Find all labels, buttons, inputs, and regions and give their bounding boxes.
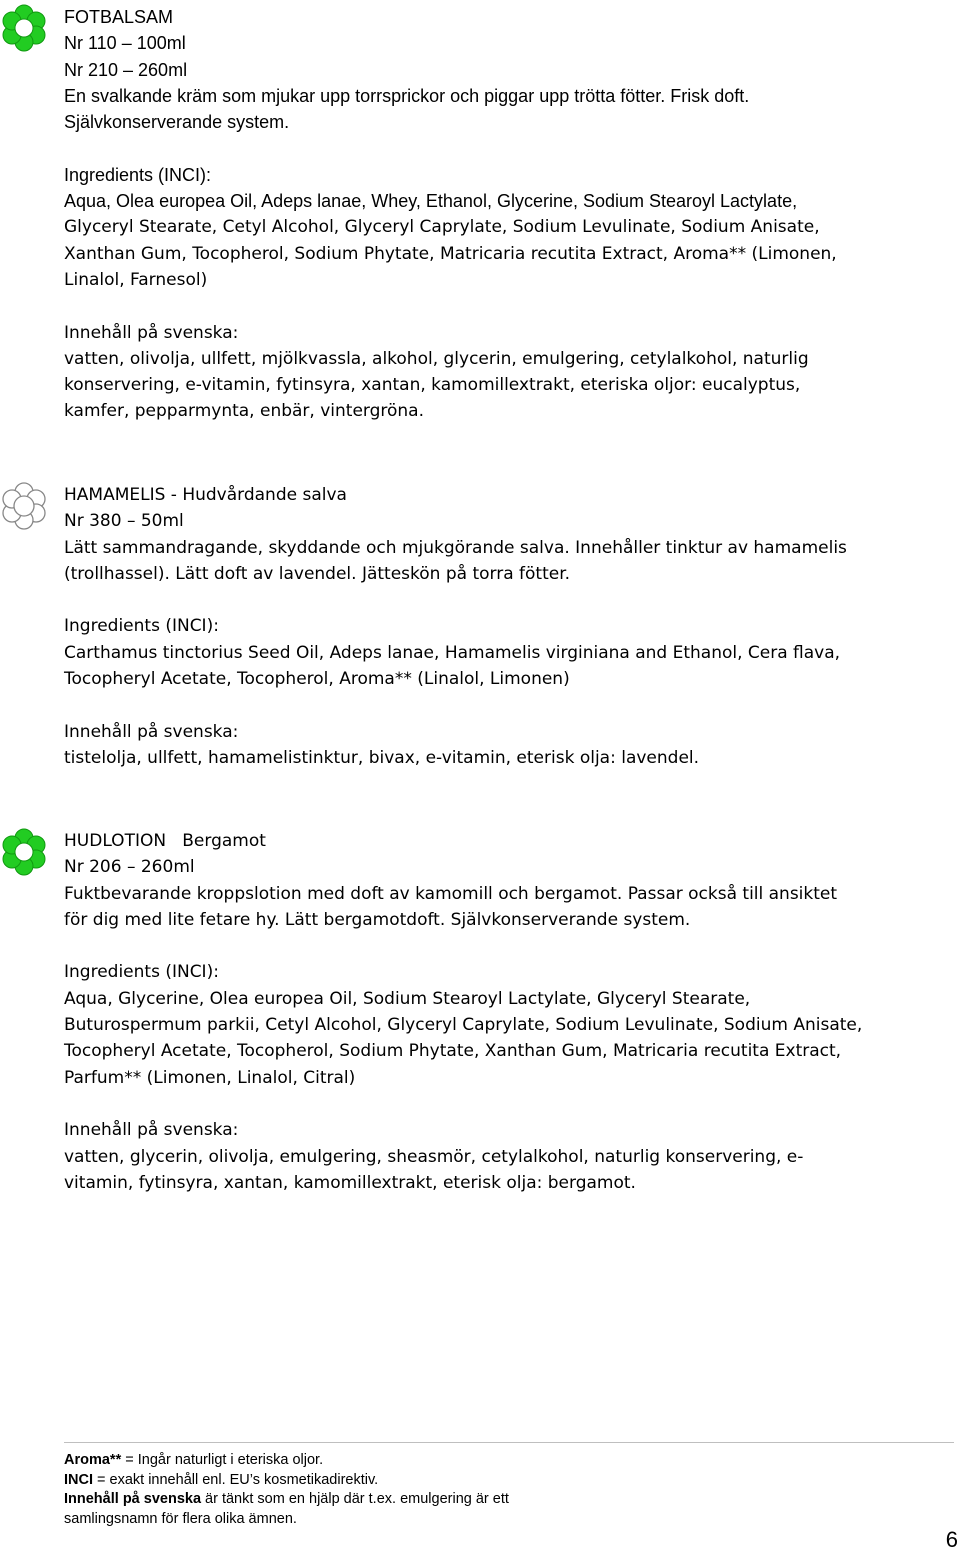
footnote bbox=[64, 1510, 954, 1530]
ingredients-line: Aqua, Olea europea Oil, Adeps lanae, Whey, Ethanol, Glycerine, Sodium Stearoyl Lactylate, bbox=[64, 191, 798, 212]
swedish-label: Innehåll på svenska: bbox=[64, 322, 239, 343]
product-text bbox=[64, 828, 954, 1196]
ingredients-label: Ingredients (INCI): bbox=[64, 164, 212, 185]
ingredients-line: Aqua, Glycerine, Olea europea Oil, Sodium Stearoyl Lactylate, Glyceryl Stearate, bbox=[64, 988, 751, 1009]
ingredients-line: Buturospermum parkii, Cetyl Alcohol, Glyceryl Caprylate, Sodium Levulinate, Sodium Anisate, bbox=[64, 1015, 863, 1036]
ingredients-line: Tocopheryl Acetate, Tocopherol, Sodium Phytate, Xanthan Gum, Matricaria recutita Extract, bbox=[64, 1041, 842, 1062]
ingredients-line: Xanthan Gum, Tocopherol, Sodium Phytate, Matricaria recutita Extract, Aroma** (Limonen, bbox=[64, 243, 837, 264]
product-size: Nr 210 – 260ml bbox=[64, 59, 188, 80]
product-size: Nr 380 – 50ml bbox=[64, 511, 184, 532]
description-line: för dig med lite fetare hy. Lätt bergamotdoft. Självkonserverande system. bbox=[64, 909, 691, 930]
description-line: Lätt sammandragande, skyddande och mjukgörande salva. Innehåller tinktur av hamamelis bbox=[64, 537, 847, 558]
flower-filled-icon bbox=[0, 4, 48, 52]
description-line: En svalkande kräm som mjukar upp torrsprickor och piggar upp trötta fötter. Frisk doft. bbox=[64, 85, 750, 106]
product-size: Nr 110 – 100ml bbox=[64, 33, 186, 54]
footnote-term: Innehåll på svenska bbox=[64, 1491, 202, 1507]
footnote-text: är tänkt som en hjälp där t.ex. emulgering är ett bbox=[201, 1491, 509, 1507]
page-number: 6 bbox=[945, 1527, 958, 1552]
footnote bbox=[64, 1471, 954, 1491]
description-line: (trollhassel). Lätt doft av lavendel. Jätteskön på torra fötter. bbox=[64, 563, 571, 584]
product-title: HUDLOTION Bergamot bbox=[64, 831, 266, 851]
ingredients-line: Tocopheryl Acetate, Tocopherol, Aroma** (Linalol, Limonen) bbox=[64, 669, 570, 690]
ingredients-line: Carthamus tinctorius Seed Oil, Adeps lanae, Hamamelis virginiana and Ethanol, Cera flava, bbox=[64, 642, 841, 663]
product-title: FOTBALSAM bbox=[64, 7, 174, 27]
footnote-term: INCI bbox=[64, 1471, 93, 1488]
swedish-line: vatten, glycerin, olivolja, emulgering, sheasmör, cetylalkohol, naturlig konservering, e- bbox=[64, 1146, 804, 1167]
description-line: Självkonserverande system. bbox=[64, 112, 290, 133]
swedish-line: vitamin, fytinsyra, xantan, kamomillextrakt, eterisk olja: bergamot. bbox=[64, 1172, 636, 1193]
ingredients-label: Ingredients (INCI): bbox=[64, 962, 219, 983]
product-text bbox=[64, 482, 954, 771]
ingredients-line: Linalol, Farnesol) bbox=[64, 269, 208, 290]
ingredients-label: Ingredients (INCI): bbox=[64, 616, 219, 637]
footnotes bbox=[64, 1442, 954, 1529]
swedish-line: vatten, olivolja, ullfett, mjölkvassla, alkohol, glycerin, emulgering, cetylalkohol, naturlig bbox=[64, 348, 809, 369]
swedish-line: kamfer, pepparmynta, enbär, vintergröna. bbox=[64, 401, 425, 422]
footnote bbox=[64, 1490, 954, 1510]
product-title: HAMAMELIS - Hudvårdande salva bbox=[64, 485, 347, 505]
description-line: Fuktbevarande kroppslotion med doft av kamomill och bergamot. Passar också till ansiktet bbox=[64, 883, 838, 904]
swedish-line: konservering, e-vitamin, fytinsyra, xantan, kamomillextrakt, eteriska oljor: eucalyptus, bbox=[64, 375, 801, 396]
footnote-term: Aroma** bbox=[64, 1452, 122, 1468]
product-size: Nr 206 – 260ml bbox=[64, 857, 195, 878]
footnote bbox=[64, 1451, 954, 1471]
flower-outline-icon bbox=[0, 482, 48, 530]
footnote-text: = exakt innehåll enl. EU’s kosmetikadirektiv. bbox=[93, 1471, 379, 1488]
footnote-text: samlingsnamn för flera olika ämnen. bbox=[64, 1510, 297, 1527]
swedish-line: tistelolja, ullfett, hamamelistinktur, bivax, e-vitamin, eterisk olja: lavendel. bbox=[64, 747, 700, 768]
ingredients-line: Parfum** (Limonen, Linalol, Citral) bbox=[64, 1067, 356, 1088]
swedish-label: Innehåll på svenska: bbox=[64, 1120, 239, 1141]
ingredients-line: Glyceryl Stearate, Cetyl Alcohol, Glyceryl Caprylate, Sodium Levulinate, Sodium Anisate, bbox=[64, 217, 820, 238]
footnote-text: = Ingår naturligt i eteriska oljor. bbox=[121, 1452, 324, 1468]
product-text bbox=[64, 4, 954, 425]
swedish-label: Innehåll på svenska: bbox=[64, 721, 239, 742]
flower-filled-icon bbox=[0, 828, 48, 876]
